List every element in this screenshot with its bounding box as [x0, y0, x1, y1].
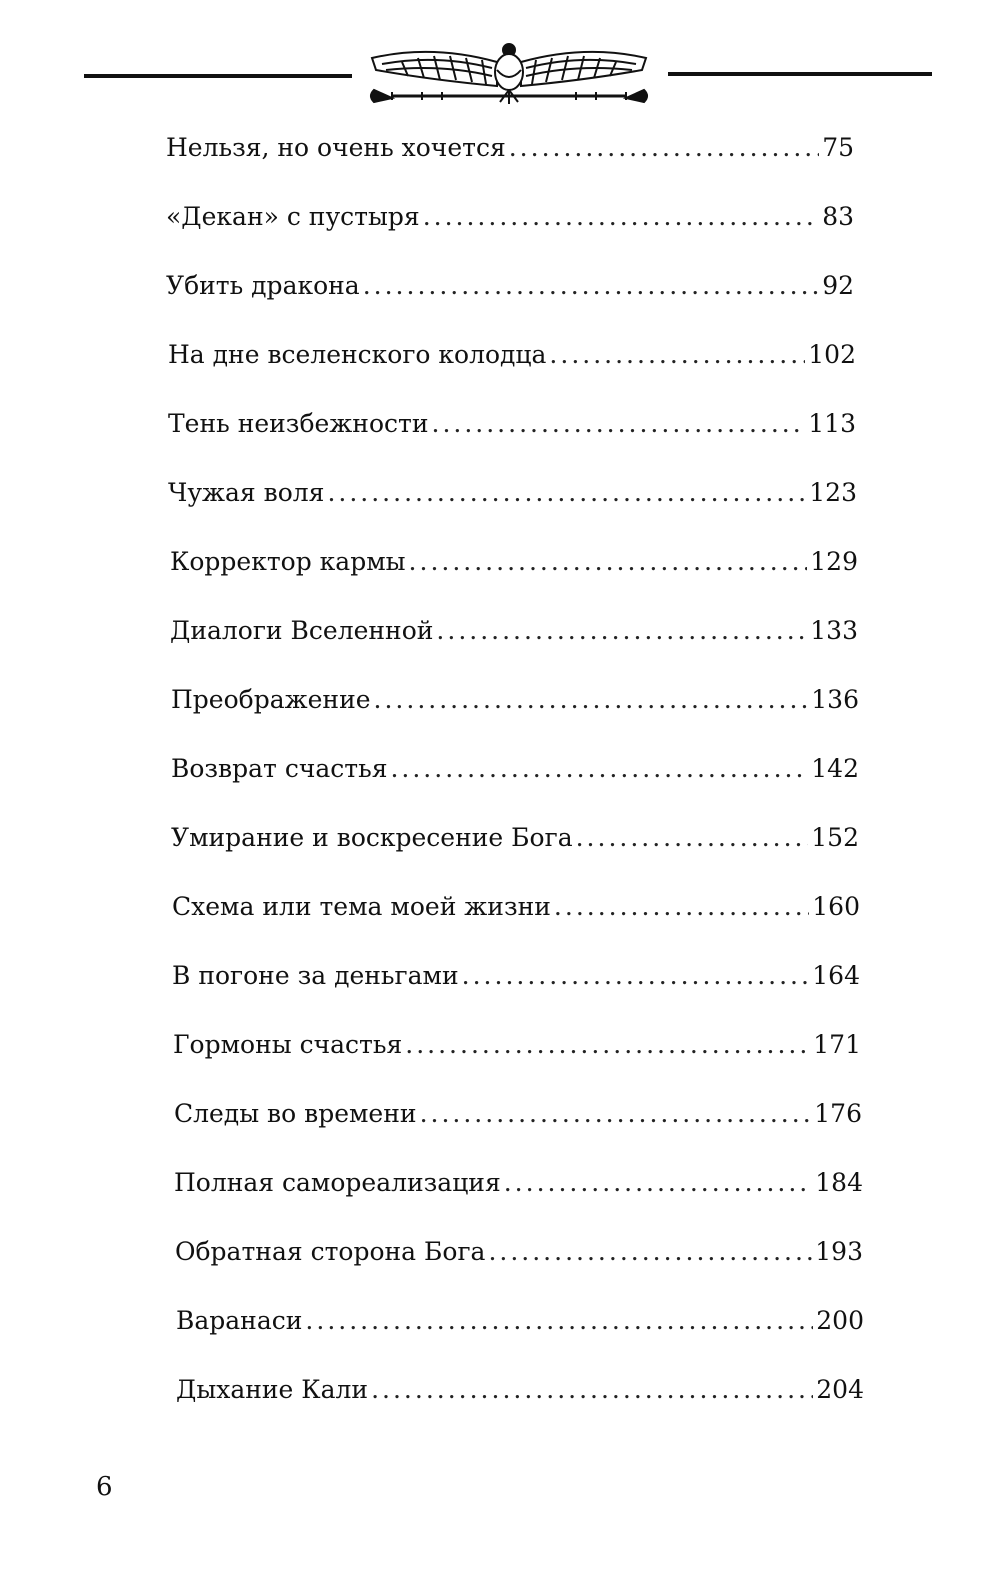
toc-entry-page: 129: [810, 547, 858, 576]
dot-leader: [509, 128, 819, 168]
toc-entry-title: Убить дракона: [166, 271, 360, 300]
toc-entry-page: 171: [813, 1030, 861, 1059]
toc-entry-title: «Декан» с пустыря: [166, 202, 420, 231]
toc-entry: [168, 335, 856, 375]
page-number: 6: [96, 1472, 113, 1502]
toc-entry: [170, 611, 858, 651]
toc-entry: [170, 542, 858, 582]
toc-entry-page: 142: [811, 754, 859, 783]
dot-leader: [363, 266, 819, 306]
toc-entry-title: Обратная сторона Бога: [175, 1237, 486, 1266]
toc-entry-page: 136: [811, 685, 859, 714]
toc-entry: [172, 887, 860, 927]
dot-leader: [462, 956, 810, 996]
toc-entry-title: Возврат счастья: [171, 754, 388, 783]
toc-entry: [176, 1301, 864, 1341]
toc-entry-page: 160: [812, 892, 860, 921]
dot-leader: [554, 887, 809, 927]
toc-entry: [168, 404, 856, 444]
toc-entry: [168, 473, 857, 513]
toc-entry-page: 102: [808, 340, 856, 369]
toc-entry-page: 204: [816, 1375, 864, 1404]
toc-entry-page: 200: [816, 1306, 864, 1335]
dot-leader: [488, 1232, 812, 1272]
toc-entry: [166, 266, 854, 306]
dot-leader: [420, 1094, 812, 1134]
dot-leader: [305, 1301, 813, 1341]
toc-entry-title: Гормоны счастья: [173, 1030, 403, 1059]
toc-entry-page: 133: [810, 616, 858, 645]
toc-entry-title: Варанаси: [176, 1306, 303, 1335]
toc-entry-title: На дне вселенского колодца: [168, 340, 547, 369]
toc-entry-page: 123: [809, 478, 857, 507]
toc-entry: [171, 749, 859, 789]
dot-leader: [549, 335, 805, 375]
toc-entry-page: 164: [812, 961, 860, 990]
dot-leader: [409, 542, 808, 582]
toc-entry-title: Следы во времени: [174, 1099, 417, 1128]
toc-entry: [171, 818, 859, 858]
dot-leader: [504, 1163, 813, 1203]
dot-leader: [390, 749, 808, 789]
dot-leader: [423, 197, 820, 237]
toc-entry: [166, 128, 854, 168]
toc-entry: [171, 680, 859, 720]
dot-leader: [432, 404, 806, 444]
toc-entry: [176, 1370, 864, 1410]
toc-entry-page: 75: [822, 133, 854, 162]
toc-entry-page: 152: [811, 823, 859, 852]
dot-leader: [327, 473, 806, 513]
toc-entry-title: Корректор кармы: [170, 547, 406, 576]
toc-entry-page: 83: [822, 202, 854, 231]
toc-entry-page: 92: [822, 271, 854, 300]
toc-entry: [172, 956, 860, 996]
toc-entry-title: Диалоги Вселенной: [170, 616, 434, 645]
toc-entry-title: В погоне за деньгами: [172, 961, 459, 990]
toc-entry-page: 113: [808, 409, 856, 438]
toc-entry-title: Дыхание Кали: [176, 1375, 369, 1404]
toc-entry: [174, 1094, 862, 1134]
toc-entry-title: Чужая воля: [168, 478, 325, 507]
toc-entry-page: 193: [815, 1237, 863, 1266]
toc-entry-title: Преображение: [171, 685, 371, 714]
dot-leader: [576, 818, 809, 858]
toc-entry: [166, 197, 854, 237]
toc-entry-page: 184: [815, 1168, 863, 1197]
toc-entry-title: Схема или тема моей жизни: [172, 892, 551, 921]
toc-entry: [173, 1025, 861, 1065]
dot-leader: [374, 680, 809, 720]
toc-entry-title: Полная самореализация: [174, 1168, 501, 1197]
dot-leader: [371, 1370, 813, 1410]
dot-leader: [405, 1025, 810, 1065]
dot-leader: [436, 611, 807, 651]
toc-entry-title: Умирание и воскресение Бога: [171, 823, 573, 852]
toc-entry: [175, 1232, 863, 1272]
toc-entry: [174, 1163, 863, 1203]
toc-entry-page: 176: [814, 1099, 862, 1128]
toc-entry-title: Нельзя, но очень хочется: [166, 133, 506, 162]
toc-entry-title: Тень неизбежности: [168, 409, 429, 438]
